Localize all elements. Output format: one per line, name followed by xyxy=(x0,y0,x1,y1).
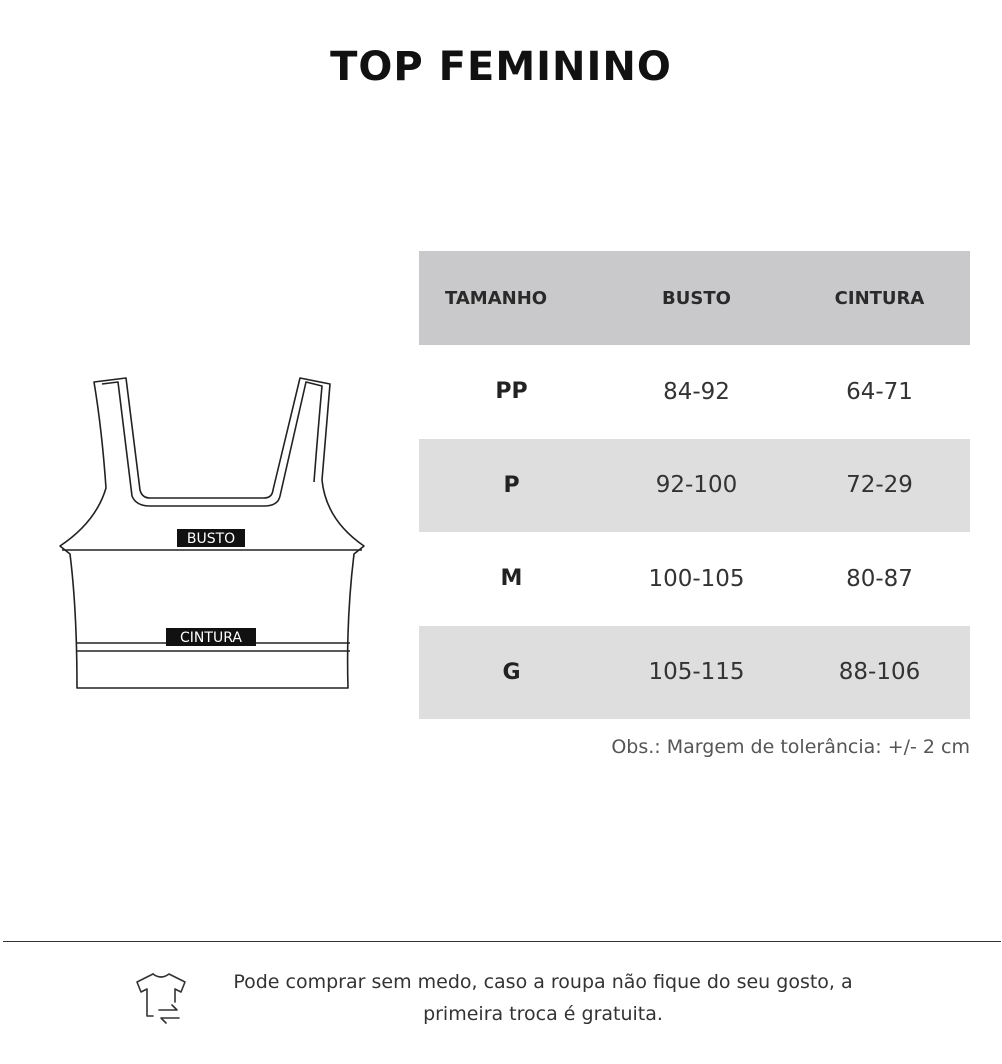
bust-cell: 100-105 xyxy=(648,565,745,592)
waist-cell: 72-29 xyxy=(846,472,913,499)
table-row xyxy=(419,626,970,720)
table-row xyxy=(419,439,970,533)
header-bust: BUSTO xyxy=(662,287,731,309)
footer-line-1: Pode comprar sem medo, caso a roupa não fique do seu gosto, a xyxy=(233,971,853,993)
table-header-row xyxy=(419,251,970,345)
tolerance-note: Obs.: Margem de tolerância: +/- 2 cm xyxy=(611,736,970,758)
header-size: TAMANHO xyxy=(445,287,548,309)
size-cell: P xyxy=(503,472,520,498)
size-table xyxy=(419,251,970,719)
table-row xyxy=(419,345,970,439)
waist-cell: 64-71 xyxy=(846,378,913,405)
bust-label: BUSTO xyxy=(186,531,236,547)
footer-message xyxy=(205,966,881,1030)
waist-label: CINTURA xyxy=(180,630,242,646)
page-title: TOP FEMININO xyxy=(330,44,672,90)
waist-cell: 80-87 xyxy=(846,565,913,592)
divider xyxy=(3,941,1001,942)
bust-cell: 92-100 xyxy=(655,472,738,499)
bust-cell: 84-92 xyxy=(663,378,730,405)
size-cell: M xyxy=(500,566,523,592)
table-row xyxy=(419,532,970,626)
size-cell: G xyxy=(502,659,521,685)
shirt-exchange-icon xyxy=(133,970,189,1026)
size-cell: PP xyxy=(495,379,528,405)
bust-cell: 105-115 xyxy=(648,659,745,686)
waist-cell: 88-106 xyxy=(838,659,921,686)
crop-top-diagram xyxy=(50,370,380,700)
footer-line-2: primeira troca é gratuita. xyxy=(423,1003,663,1025)
header-waist: CINTURA xyxy=(834,287,925,309)
